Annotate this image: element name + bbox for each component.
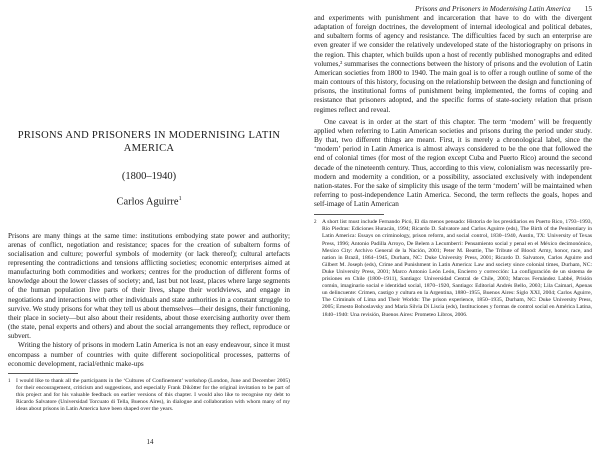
chapter-dates: (1800–1940): [121, 171, 177, 182]
chapter-title: PRISONS AND PRISONERS IN MODERNISING LATIN AMERICA: [17, 130, 281, 154]
body-paragraph: One caveat is in order at the start of this chapter. The term ‘modern’ will be frequently applied when referring to Latin American societies and prisons during the period under study. By that, two different things are meant. First, it is merely a chronological label, since the ‘modern’ period in Latin America is almost always considered to be the one that followed the end of colonial times (for most of the region except Cuba and Puerto Rico) around the second decade of the nineteenth century. Thus, according to this view, colonialism was necessarily pre-modern and modernity a condition, or a possibility, associated exclusively with independent nation-states. For the sake of simplicity this usage of the term ‘modern’ will be maintained when referring to post-independence Latin America. Second, the term reflects the goals, hopes and self-image of Latin American: [314, 117, 592, 209]
footnote-text: A short list must include Fernando Picó, El día menos pensado: Historia de los presidiarios en Puerto Rico, 1793–1993, Río Piedras: Ediciones Huracán, 1994; Ricardo D. Salvatore and Carlos Aguirre (eds), The Birth of the Penitentiary in Latin America: Essays on criminology, prison reform, and social control, 1830–1940, Austin, TX: University of Texas Press, 1996; Antonio Padilla Arroyo, De Belem a Lecumberri: Pensamiento social y penal en el México decimonónico, Mexico City: Archivo General de la Nación, 2001; Peter M. Beattie, The Tribute of Blood: Army, honor, race, and nation in Brazil, 1864–1945, Durham, NC: Duke University Press, 2001; Ricardo D. Salvatore, Carlos Aguirre and Gilbert M. Joseph (eds), Crime and Punishment in Latin America: Law and society since colonial times, Durham, NC: Duke University Press, 2001; Marco Antonio León León, Encierro y corrección: La configuración de un sistema de prisiones en Chile (1800–1911), Santiago: Universidad Central de Chile, 2003; Marcos Fernández Labbé, Prisión común, imaginario social e identidad social, 1870–1920, Santiago: Editorial Andrés Bello, 2003; Lila Caimari, Apenas un delincuente: Crimen, castigo y cultura en la Argentina, 1880–1955, Buenos Aires: Siglo XXI, 2004; Carlos Aguirre, The Criminals of Lima and Their Worlds: The prison experience, 1850–1935, Durham, NC: Duke University Press, 2005; Ernesto Bohoslavsky and María Silvia Di Liscia (eds), Instituciones y formas de control social en América Latina, 1840–1940: Una revisión, Buenos Aires: Prometeo Libros, 2006.: [322, 219, 592, 318]
chapter-author: [8, 196, 290, 208]
running-header: [314, 4, 592, 13]
footnote-rule: [314, 214, 384, 215]
footnote-text: I would like to thank all the participants in the ‘Cultures of Confinement’ workshop (London, June and December 2005) for their encouragement, criticism and suggestions, and especially Frank Dikötter for the original invitation to be part of this project and for his valuable feedback on earlier versions of this chapter. I would also like to recognise my debt to Ricardo Salvatore (Universidad Torcuato di Tella, Buenos Aires), in dialogue and collaboration with whom many of my ideas about prisons in Latin America have been shaped over the years.: [16, 377, 290, 413]
author-name: Carlos Aguirre: [116, 196, 179, 208]
footnote-rule: [8, 373, 78, 374]
page-number: 14: [146, 438, 154, 446]
footnote-mark: 1: [8, 378, 11, 384]
footnote-mark: 2: [314, 220, 317, 226]
footnote: [8, 378, 290, 413]
running-title: Prisons and Prisoners in Modernising Latin America: [415, 4, 571, 13]
body-paragraph: Prisons are many things at the same time: institutions embodying state power and authority; arenas of conflict, negotiation and resistance; spaces for the creation of subaltern forms of socialisation and culture; powerful symbols of modernity (or lack thereof); cultural artefacts representing the contradictions and tensions afflicting societies; economic enterprises aimed at manufacturing both commodities and workers; centres for the production of different forms of knowledge about the lower classes of society; and, last but not least, places where large segments of the human population live parts of their lives, shape their worldviews, and engage in negotiations and interactions with other individuals and state authorities in a constant struggle to survive. We study prisons for what they tell us about themselves—their designs, their functioning, their place in society—but also about their residents, about those exercising authority over them (the state, penal experts and others) and about the social arrangements they reflect, reproduce or subvert.: [8, 231, 290, 341]
author-footnote-mark: 1: [178, 196, 182, 202]
footnote: [314, 219, 592, 318]
page-number: 15: [584, 4, 592, 13]
body-paragraph: and experiments with punishment and incarceration that have to do with the divergent adaptation of foreign doctrines, the development of internal ideological and political debates, and subaltern forms of agency and resistance. The difficulties faced by such an enterprise are even greater if we consider the relatively undeveloped state of the historiography on prisons in the region. This chapter, which builds upon a host of recently published monographs and edited volumes,² summarises the connections between the history of prisons and the evolution of Latin American societies from 1800 to 1940. The main goal is to offer a rough outline of some of the main contours of this history, focusing on the relationship between the design and functioning of prisons, the institutional forms of punishment being implemented, the forms of coping and resistance that prisoners adopted, and the specific forms of state-society relation that prison regimes reflect and reveal.: [314, 14, 592, 114]
body-paragraph: Writing the history of prisons in modern Latin America is not an easy endeavour, since it must encompass a number of countries with quite different sociopolitical processes, patterns of economic development, racial/ethnic make-ups: [8, 341, 290, 368]
right-page: [300, 0, 600, 450]
